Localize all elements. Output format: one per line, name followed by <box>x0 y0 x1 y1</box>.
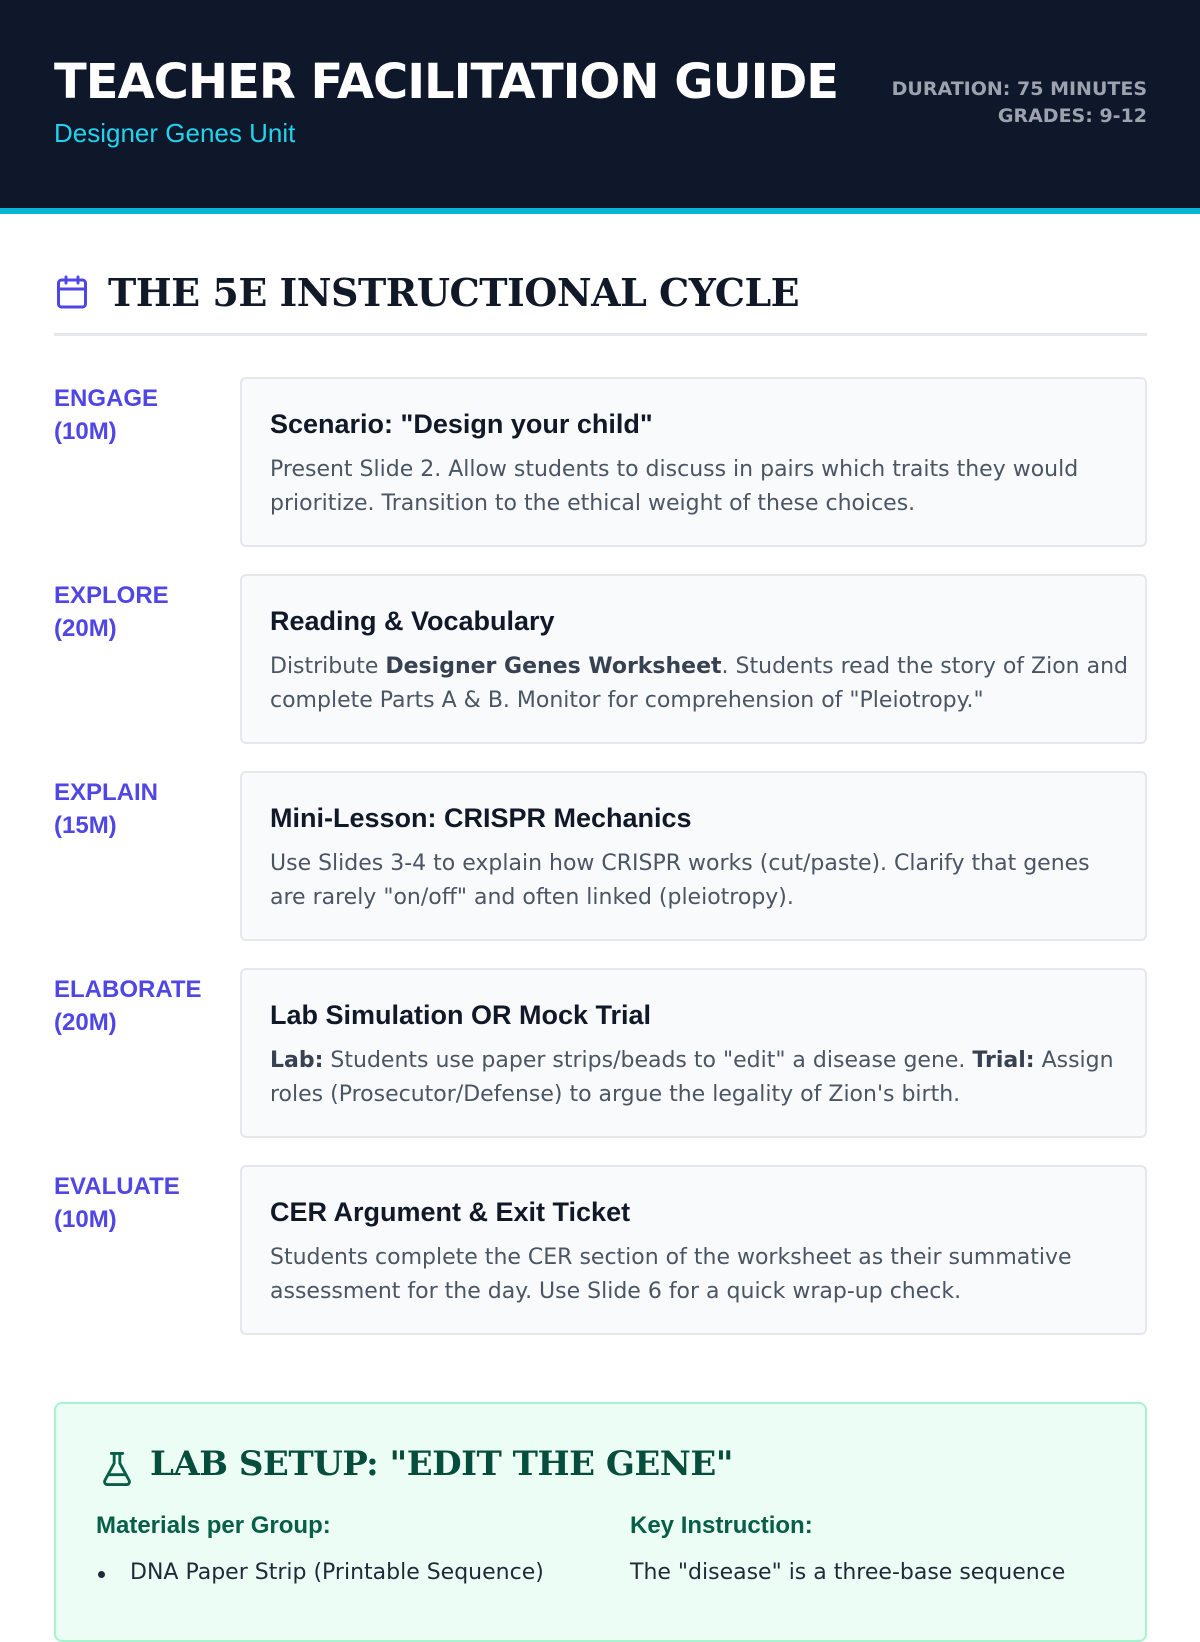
card-body-line: Students complete the CER section of the worksheet as their summative <box>270 1245 1072 1270</box>
lesson-meta <box>892 76 1147 130</box>
lab-setup-title: LAB SETUP: "EDIT THE GENE" <box>150 1444 734 1484</box>
card-body <box>270 453 1130 521</box>
card-body-line: prioritize. Transition to the ethical weight of these choices. <box>270 491 916 516</box>
card-body-line: complete Parts A & B. Monitor for comprehension of "Pleiotropy." <box>270 688 984 713</box>
materials-heading: Materials per Group: <box>96 1512 331 1539</box>
body-text: . Students read the story of Zion and <box>721 654 1128 679</box>
card-body-line <box>270 650 1130 684</box>
phase-name: EXPLORE <box>54 582 169 609</box>
trial-label: Trial: <box>972 1048 1035 1073</box>
instruction-heading: Key Instruction: <box>630 1512 813 1539</box>
page-subtitle: Designer Genes Unit <box>54 118 296 148</box>
phase-card-engage <box>240 377 1147 547</box>
instruction-text: The "disease" is a three-base sequence <box>630 1560 1066 1585</box>
cycle-section-heading <box>54 268 1147 336</box>
phase-label-elaborate <box>54 973 202 1039</box>
lab-label: Lab: <box>270 1048 324 1073</box>
phase-time: (10M) <box>54 418 117 445</box>
phase-name: EVALUATE <box>54 1173 180 1200</box>
phase-card-explore <box>240 574 1147 744</box>
body-text: Distribute <box>270 654 386 679</box>
card-body <box>270 847 1130 915</box>
phase-time: (15M) <box>54 812 117 839</box>
phase-time: (20M) <box>54 1009 117 1036</box>
card-title: Reading & Vocabulary <box>270 606 555 636</box>
cycle-title: THE 5E INSTRUCTIONAL CYCLE <box>108 270 800 315</box>
worksheet-name: Designer Genes Worksheet <box>385 654 722 679</box>
card-body-line <box>270 1044 1130 1078</box>
card-body-line: roles (Prosecutor/Defense) to argue the legality of Zion's birth. <box>270 1082 961 1107</box>
grades-label: GRADES: 9-12 <box>997 105 1147 127</box>
card-title: Scenario: "Design your child" <box>270 409 653 439</box>
calendar-icon <box>54 274 90 310</box>
phase-label-explain <box>54 776 158 842</box>
phase-label-engage <box>54 382 158 448</box>
card-title: CER Argument & Exit Ticket <box>270 1197 631 1227</box>
phase-time: (20M) <box>54 615 117 642</box>
card-body-line: Present Slide 2. Allow students to discuss in pairs which traits they would <box>270 457 1079 482</box>
card-body <box>270 1241 1130 1309</box>
card-body <box>270 1044 1130 1112</box>
phase-name: EXPLAIN <box>54 779 159 806</box>
body-text: Assign <box>1034 1048 1114 1073</box>
phase-card-evaluate <box>240 1165 1147 1335</box>
phase-label-explore <box>54 579 169 645</box>
materials-list <box>96 1556 544 1590</box>
card-title: Lab Simulation OR Mock Trial <box>270 1000 652 1030</box>
flask-icon <box>100 1450 134 1488</box>
lab-setup-panel <box>54 1402 1147 1642</box>
page-header <box>0 0 1200 214</box>
phase-card-explain <box>240 771 1147 941</box>
page-title: TEACHER FACILITATION GUIDE <box>54 54 839 110</box>
card-title: Mini-Lesson: CRISPR Mechanics <box>270 803 692 833</box>
phase-name: ENGAGE <box>54 385 159 412</box>
card-body-line: are rarely "on/off" and often linked (pleiotropy). <box>270 885 794 910</box>
duration-label: DURATION: 75 MINUTES <box>891 78 1147 100</box>
body-text: Students use paper strips/beads to "edit" a disease gene. <box>323 1048 973 1073</box>
phase-name: ELABORATE <box>54 976 202 1003</box>
card-body-line: assessment for the day. Use Slide 6 for a quick wrap-up check. <box>270 1279 962 1304</box>
list-item: DNA Paper Strip (Printable Sequence) <box>96 1556 544 1590</box>
card-body-line: Use Slides 3-4 to explain how CRISPR works (cut/paste). Clarify that genes <box>270 851 1090 876</box>
phase-time: (10M) <box>54 1206 117 1233</box>
card-body <box>270 650 1130 718</box>
phase-card-elaborate <box>240 968 1147 1138</box>
phase-label-evaluate <box>54 1170 180 1236</box>
